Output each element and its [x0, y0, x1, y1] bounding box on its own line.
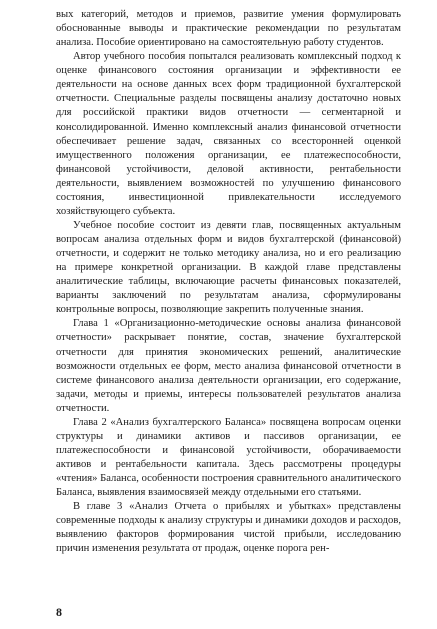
paragraph: Глава 1 «Организационно-методические основы анализа финансовой отчетности» раскрывает понятие, состав, значение бухгалтерской отчетности для принятия экономических решений, аналитические возможности отдельных ее форм, место анализа финансовой отчетности в системе финансового анализа деятельности организации, его содержание, задачи, методы и приемы, интересы пользователей результатов анализа отчетности.	[56, 318, 401, 414]
page-number: 8	[56, 605, 62, 619]
paragraph: Глава 2 «Анализ бухгалтерского Баланса» посвящена вопросам оценки структуры и динамики активов и пассивов организации, ее платежеспособности и финансовой устойчивости, оборачиваемости активов и рентабельности капитала. Здесь рассмотрены процедуры «чтения» Баланса, особенности построения сравнительного аналитического Баланса, выявления взаимосвязей между отдельными его статьями.	[56, 416, 401, 499]
paragraph: В главе 3 «Анализ Отчета о прибылях и убытках» представлены современные подходы к анализу структуры и динамики доходов и расходов, выявлению факторов формирования чистой прибыли, исследованию причин изменения результата от продаж, оценке порога рен-	[56, 501, 401, 555]
paragraph: вых категорий, методов и приемов, развитие умения формулировать обоснованные выводы и практические рекомендации по результатам анализа. Пособие ориентировано на самостоятельную работу студентов.	[56, 9, 401, 49]
paragraph: Учебное пособие состоит из девяти глав, посвященных актуальным вопросам анализа отдельных форм и видов бухгалтерской (финансовой) отчетности, и содержит не только методику анализа, но и его реализацию на примере конкретной организации. В каждой главе представлены аналитические таблицы, включающие расчеты финансовых показателей, варианты заключений по результатам анализа, сформулированы контрольные вопросы, позволяющие закрепить полученные знания.	[56, 219, 401, 316]
page-body	[56, 8, 401, 556]
paragraph: Автор учебного пособия попытался реализовать комплексный подход к оценке финансового состояния организации и эффективности ее деятельности на основе данных всех форм традиционной бухгалтерской отчетности. Специальные разделы посвящены анализу достаточно новых для российской практики видов отчетности — сегментарной и консолидированной. Именно комплексный анализ финансовой отчетности обеспечивает решение задач, связанных со всесторонней оценкой имущественного положения организации, ее платежеспособности, финансовой устойчивости, деловой активности, рентабельности деятельности, выявлением возможностей по улучшению финансового состояния, инвестиционной привлекательности исследуемого хозяйствующего субъекта.	[56, 51, 401, 217]
